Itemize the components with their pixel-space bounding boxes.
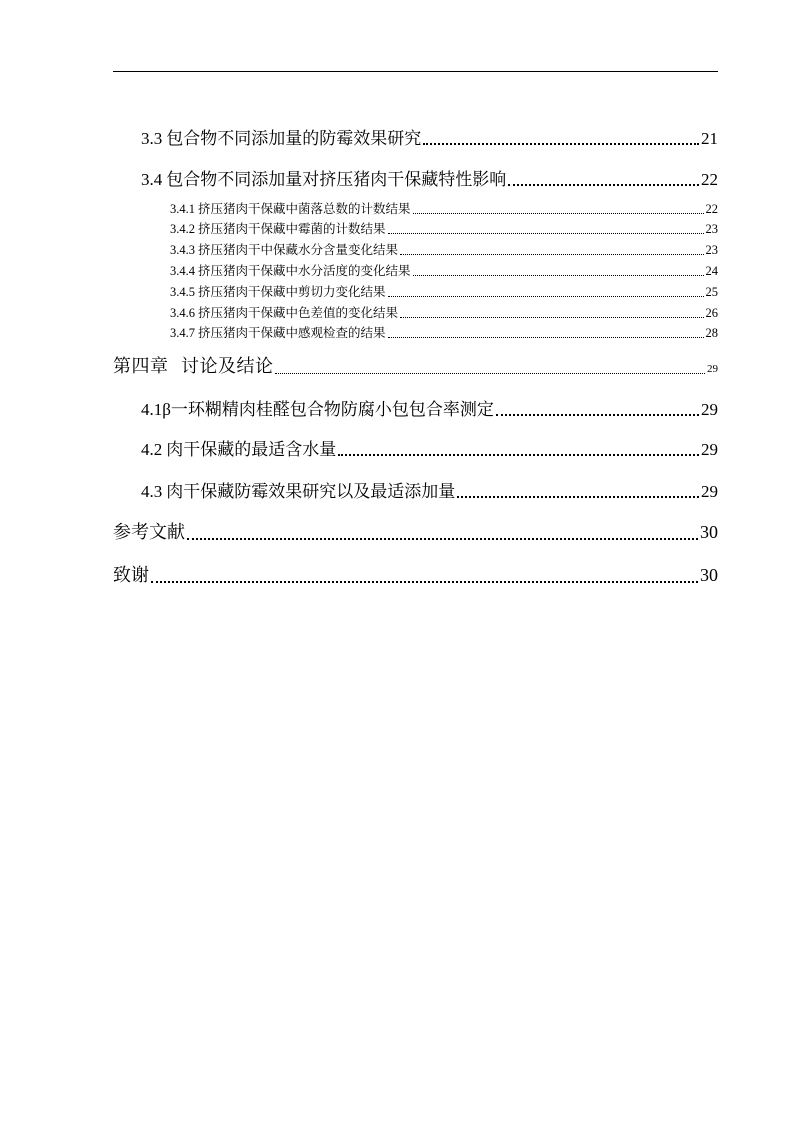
toc-entry-title: 致谢	[113, 565, 149, 586]
toc-entry-title: 挤压猪肉干中保藏水分含量变化结果	[198, 242, 399, 257]
dot-leader	[457, 496, 699, 498]
toc-entry-4-1[interactable]	[141, 395, 718, 420]
header-rule	[113, 71, 718, 72]
toc-entry-number: 4.2	[141, 440, 163, 459]
dot-leader	[187, 538, 698, 540]
dot-leader	[151, 581, 698, 583]
toc-entry-page: 23	[705, 222, 718, 236]
toc-entry-title: 包合物不同添加量对挤压猪肉干保藏特性影响	[166, 170, 507, 190]
toc-entry-number: 3.3	[141, 129, 163, 148]
toc-entry-references[interactable]	[113, 518, 718, 544]
toc-entry-title: 一环糊精肉桂醛包合物防腐小包包合率测定	[170, 400, 494, 420]
toc-entry-page: 28	[705, 326, 718, 340]
dot-leader	[413, 275, 704, 276]
toc-entry-title: 肉干保藏的最适含水量	[166, 440, 337, 460]
toc-entry-3-4-2[interactable]	[170, 219, 718, 237]
toc-entry-number: 3.4	[141, 170, 163, 189]
dot-leader	[400, 254, 703, 255]
dot-leader	[388, 296, 704, 297]
toc-entry-title: 挤压猪肉干保藏中霉菌的计数结果	[198, 221, 386, 236]
toc-entry-page: 22	[701, 170, 718, 189]
dot-leader	[388, 233, 704, 234]
toc-entry-number: 3.4.3	[170, 243, 195, 257]
toc-entry-title: 挤压猪肉干保藏中剪切力变化结果	[198, 284, 386, 299]
toc-entry-number: 3.4.7	[170, 326, 195, 340]
toc-entry-number: 3.4.1	[170, 202, 195, 216]
toc-entry-page: 21	[701, 129, 718, 148]
dot-leader	[508, 184, 699, 186]
dot-leader	[423, 143, 699, 145]
dot-leader	[388, 337, 704, 338]
dot-leader	[275, 373, 705, 374]
toc-entry-title: 包合物不同添加量的防霉效果研究	[166, 129, 422, 149]
toc-entry-page: 24	[705, 264, 718, 278]
toc-entry-number: 4.1β	[141, 400, 171, 419]
toc-entry-number: 3.4.2	[170, 222, 195, 236]
toc-entry-page: 29	[701, 400, 718, 419]
toc-entry-title: 第四章 讨论及结论	[113, 356, 274, 377]
toc-entry-page: 26	[705, 306, 718, 320]
dot-leader	[496, 414, 699, 416]
toc-entry-page: 22	[705, 202, 718, 216]
toc-entry-3-4-3[interactable]	[170, 240, 718, 258]
toc-entry-3-4[interactable]	[141, 165, 718, 190]
dot-leader	[413, 213, 704, 214]
toc-entry-3-4-4[interactable]	[170, 261, 718, 279]
toc-entry-page: 25	[705, 285, 718, 299]
toc-entry-title: 挤压猪肉干保藏中水分活度的变化结果	[198, 263, 411, 278]
toc-entry-3-4-6[interactable]	[170, 303, 718, 321]
toc-entry-acknowledgements[interactable]	[113, 561, 718, 587]
toc-entry-3-4-1[interactable]	[170, 199, 718, 217]
toc-entry-title: 挤压猪肉干保藏中菌落总数的计数结果	[198, 201, 411, 216]
toc-entry-3-4-5[interactable]	[170, 282, 718, 300]
toc-entry-title: 挤压猪肉干保藏中感观检查的结果	[198, 325, 386, 340]
toc-entry-title: 肉干保藏防霉效果研究以及最适添加量	[166, 482, 456, 502]
toc-entry-page: 29	[701, 440, 718, 459]
toc-entry-3-3[interactable]	[141, 124, 718, 149]
toc-entry-4-3[interactable]	[141, 477, 718, 502]
dot-leader	[338, 454, 699, 456]
toc-entry-page: 29	[707, 363, 718, 375]
toc-entry-4-2[interactable]	[141, 435, 718, 460]
dot-leader	[400, 317, 703, 318]
toc-entry-chapter-4[interactable]	[113, 352, 718, 378]
toc-entry-number: 4.3	[141, 482, 163, 501]
toc-entry-title: 挤压猪肉干保藏中色差值的变化结果	[198, 305, 399, 320]
toc-entry-page: 23	[705, 243, 718, 257]
toc-entry-number: 3.4.4	[170, 264, 195, 278]
toc-entry-page: 30	[700, 522, 718, 542]
toc-entry-3-4-7[interactable]	[170, 323, 718, 341]
toc-entry-title: 参考文献	[113, 522, 185, 543]
toc-entry-number: 3.4.6	[170, 306, 195, 320]
toc-entry-number: 3.4.5	[170, 285, 195, 299]
toc-entry-page: 30	[700, 565, 718, 585]
toc-entry-page: 29	[701, 482, 718, 501]
